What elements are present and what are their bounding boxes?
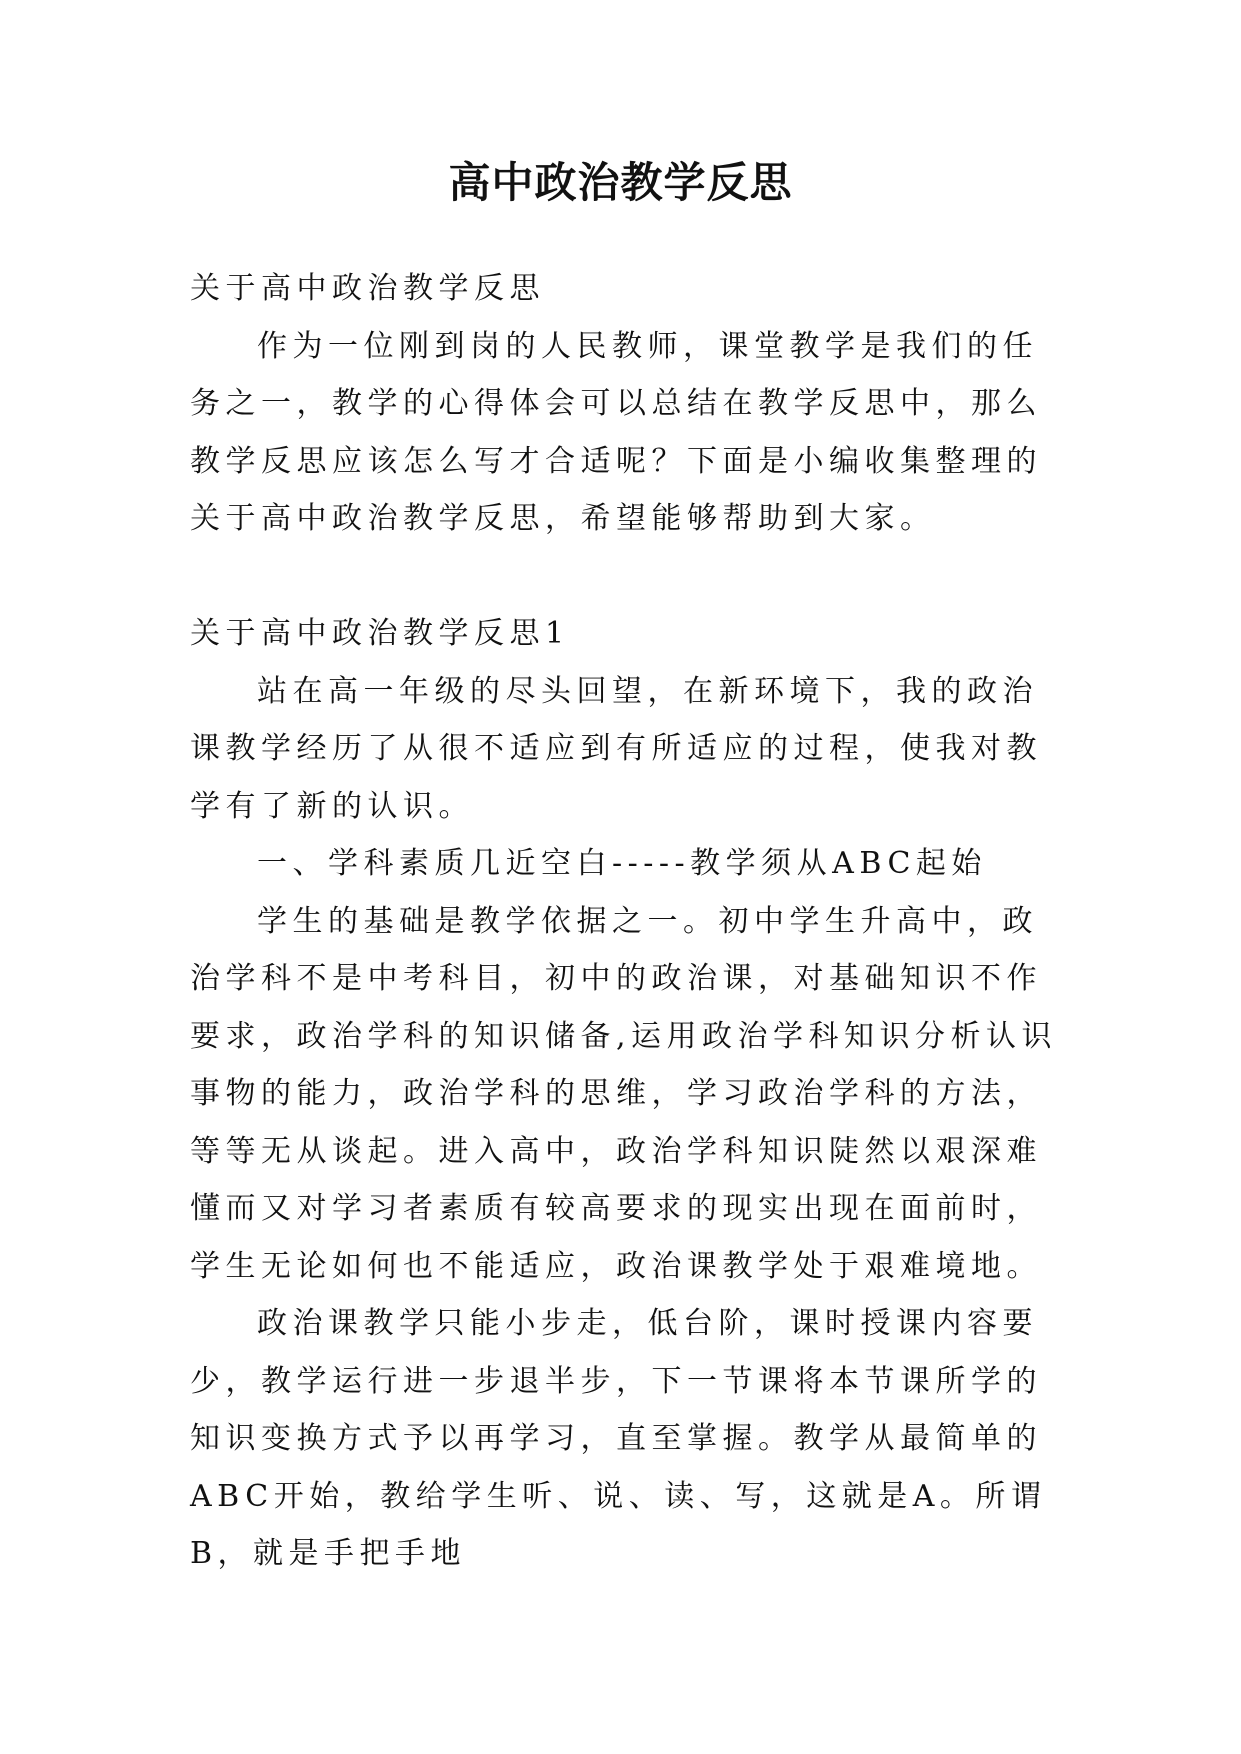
subtitle: 关于高中政治教学反思 xyxy=(190,271,545,306)
point-paragraph: 学生的基础是教学依据之一。初中学生升高中，政治学科不是中考科目，初中的政治课，对基础知识不作要求，政治学科的知识储备,运用政治学科知识分析认识事物的能力，政治学科的思维，学习政治学科的方法，等等无从谈起。进入高中，政治学科知识陡然以艰深难懂而又对学习者素质有较高要求的现实出现在面前时，学生无论如何也不能适应，政治课教学处于艰难境地。 xyxy=(190,903,1058,1284)
section-heading: 关于高中政治教学反思1 xyxy=(190,616,570,651)
page-title: 高中政治教学反思 xyxy=(448,158,793,207)
intro-paragraph: 作为一位刚到岗的人民教师，课堂教学是我们的任务之一，教学的心得体会可以总结在教学反思中，那么教学反思应该怎么写才合适呢？下面是小编收集整理的关于高中政治教学反思，希望能够帮助到大家。 xyxy=(190,328,1042,536)
document-body xyxy=(190,260,1060,1583)
point-paragraph: 政治课教学只能小步走，低台阶，课时授课内容要少，教学运行进一步退半步，下一节课将本节课所学的知识变换方式予以再学习，直至掌握。教学从最简单的ABC开始，教给学生听、说、读、写，这就是A。所谓B，就是手把手地 xyxy=(190,1306,1047,1571)
point-heading: 一、学科素质几近空白-----教学须从ABC起始 xyxy=(257,846,987,881)
section-paragraph: 站在高一年级的尽头回望，在新环境下，我的政治课教学经历了从很不适应到有所适应的过程，使我对教学有了新的认识。 xyxy=(190,673,1042,824)
